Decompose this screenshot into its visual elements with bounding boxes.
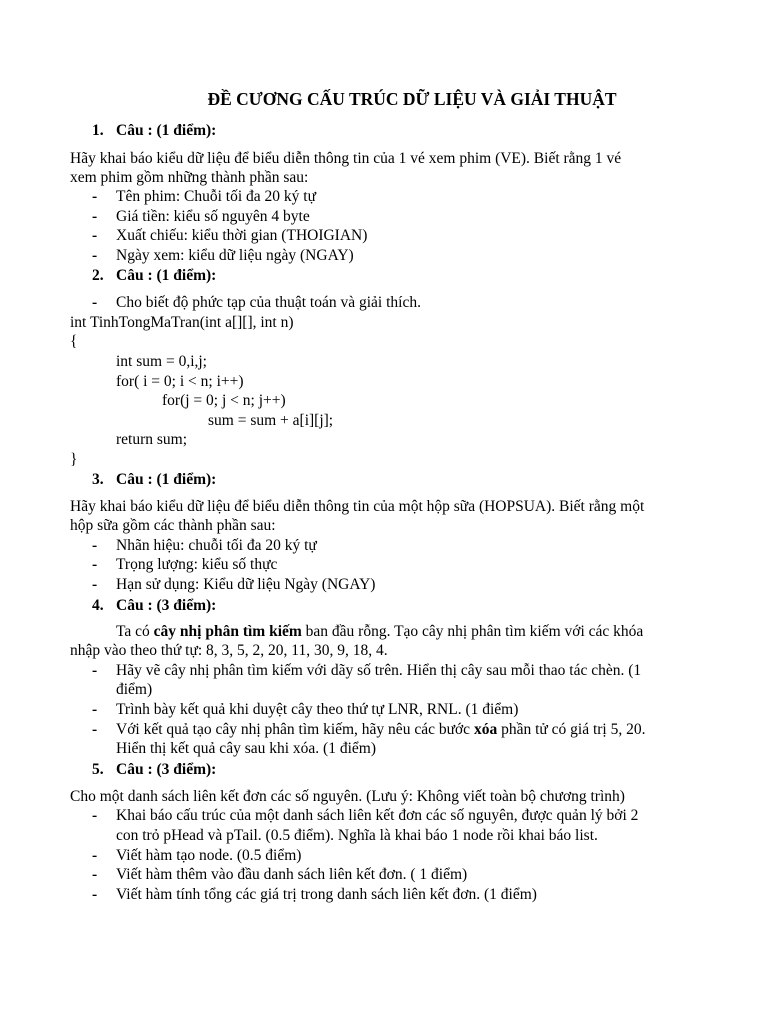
code-line: for(j = 0; j < n; j++) <box>162 392 286 409</box>
q4-text: Với kết quả tạo cây nhị phân tìm kiếm, hãy nêu các bước <box>116 721 474 738</box>
bullet-dash: - <box>92 227 98 244</box>
q3-item: Nhãn hiệu: chuỗi tối đa 20 ký tự <box>116 537 317 554</box>
q4-emphasis: cây nhị phân tìm kiếm <box>153 623 302 640</box>
q1-item: Xuất chiếu: kiểu thời gian (THOIGIAN) <box>116 227 368 244</box>
q4-paragraph-line2: nhập vào theo thứ tự: 8, 3, 5, 2, 20, 11, 30, 9, 18, 4. <box>70 642 388 659</box>
q4-heading: Câu : (3 điểm): <box>116 597 217 614</box>
q5-item: Viết hàm tạo node. (0.5 điểm) <box>116 847 302 864</box>
q5-item: Khai báo cấu trúc của một danh sách liên kết đơn các số nguyên, được quản lý bởi 2 <box>116 807 639 824</box>
bullet-dash: - <box>92 247 98 264</box>
q4-item <box>116 720 646 740</box>
q1-item: Giá tiền: kiểu số nguyên 4 byte <box>116 208 310 225</box>
q1-paragraph-line1: Hãy khai báo kiểu dữ liệu để biểu diễn thông tin của 1 vé xem phim (VE). Biết rằng 1 vé <box>70 150 622 167</box>
q2-item: Cho biết độ phức tạp của thuật toán và giải thích. <box>116 294 421 311</box>
bullet-dash: - <box>92 537 98 554</box>
q5-number: 5. <box>92 761 104 778</box>
q3-paragraph-line1: Hãy khai báo kiểu dữ liệu để biểu diễn thông tin của một hộp sữa (HOPSUA). Biết rằng một <box>70 498 645 515</box>
q4-paragraph-line1 <box>116 622 643 642</box>
q4-item: Hãy vẽ cây nhị phân tìm kiếm với dãy số trên. Hiển thị cây sau mỗi thao tác chèn. (1 <box>116 662 642 679</box>
q1-item: Ngày xem: kiểu dữ liệu ngày (NGAY) <box>116 247 354 264</box>
bullet-dash: - <box>92 294 98 311</box>
bullet-dash: - <box>92 662 98 679</box>
code-line: } <box>70 451 78 468</box>
q5-item: Viết hàm tính tổng các giá trị trong danh sách liên kết đơn. (1 điểm) <box>116 886 537 903</box>
q3-item: Trọng lượng: kiểu số thực <box>116 556 278 573</box>
q5-item: Viết hàm thêm vào đầu danh sách liên kết đơn. ( 1 điểm) <box>116 866 468 883</box>
bullet-dash: - <box>92 866 98 883</box>
bullet-dash: - <box>92 208 98 225</box>
q1-number: 1. <box>92 122 104 139</box>
q4-item-cont: Hiển thị kết quả cây sau khi xóa. (1 điểm) <box>116 740 376 757</box>
bullet-dash: - <box>92 886 98 903</box>
bullet-dash: - <box>92 188 98 205</box>
code-line: { <box>70 333 78 350</box>
q3-number: 3. <box>92 471 104 488</box>
bullet-dash: - <box>92 721 98 738</box>
q2-number: 2. <box>92 267 104 284</box>
q4-number: 4. <box>92 597 104 614</box>
q5-heading: Câu : (3 điểm): <box>116 761 217 778</box>
bullet-dash: - <box>92 576 98 593</box>
code-line: int sum = 0,i,j; <box>116 353 207 370</box>
bullet-dash: - <box>92 556 98 573</box>
q4-text: ban đầu rỗng. Tạo cây nhị phân tìm kiếm với các khóa <box>301 623 644 640</box>
q4-text: phần tử có giá trị 5, 20. <box>497 721 646 738</box>
q5-item-cont: con trỏ pHead và pTail. (0.5 điểm). Nghĩa là khai báo 1 node rồi khai báo list. <box>116 827 598 844</box>
q1-heading: Câu : (1 điểm): <box>116 122 217 139</box>
bullet-dash: - <box>92 807 98 824</box>
q3-paragraph-line2: hộp sữa gồm các thành phần sau: <box>70 517 276 534</box>
q1-paragraph-line2: xem phim gồm những thành phần sau: <box>70 169 309 186</box>
code-line: for( i = 0; i < n; i++) <box>116 373 244 390</box>
q3-heading: Câu : (1 điểm): <box>116 471 217 488</box>
code-line: int TinhTongMaTran(int a[][], int n) <box>70 314 294 331</box>
q3-item: Hạn sử dụng: Kiểu dữ liệu Ngày (NGAY) <box>116 576 376 593</box>
q4-item: Trình bày kết quả khi duyệt cây theo thứ tự LNR, RNL. (1 điểm) <box>116 701 519 718</box>
code-line: return sum; <box>116 431 188 448</box>
bullet-dash: - <box>92 847 98 864</box>
code-line: sum = sum + a[i][j]; <box>208 412 334 429</box>
bullet-dash: - <box>92 701 98 718</box>
q4-emphasis: xóa <box>473 721 498 738</box>
q4-text: Ta có <box>116 623 154 640</box>
document-title: ĐỀ CƯƠNG CẤU TRÚC DỮ LIỆU VÀ GIẢI THUẬT <box>207 89 617 109</box>
q4-item-cont: điểm) <box>116 681 153 698</box>
q2-heading: Câu : (1 điểm): <box>116 267 217 284</box>
q1-item: Tên phim: Chuỗi tối đa 20 ký tự <box>116 188 316 205</box>
q5-paragraph: Cho một danh sách liên kết đơn các số nguyên. (Lưu ý: Không viết toàn bộ chương trình) <box>70 788 625 805</box>
